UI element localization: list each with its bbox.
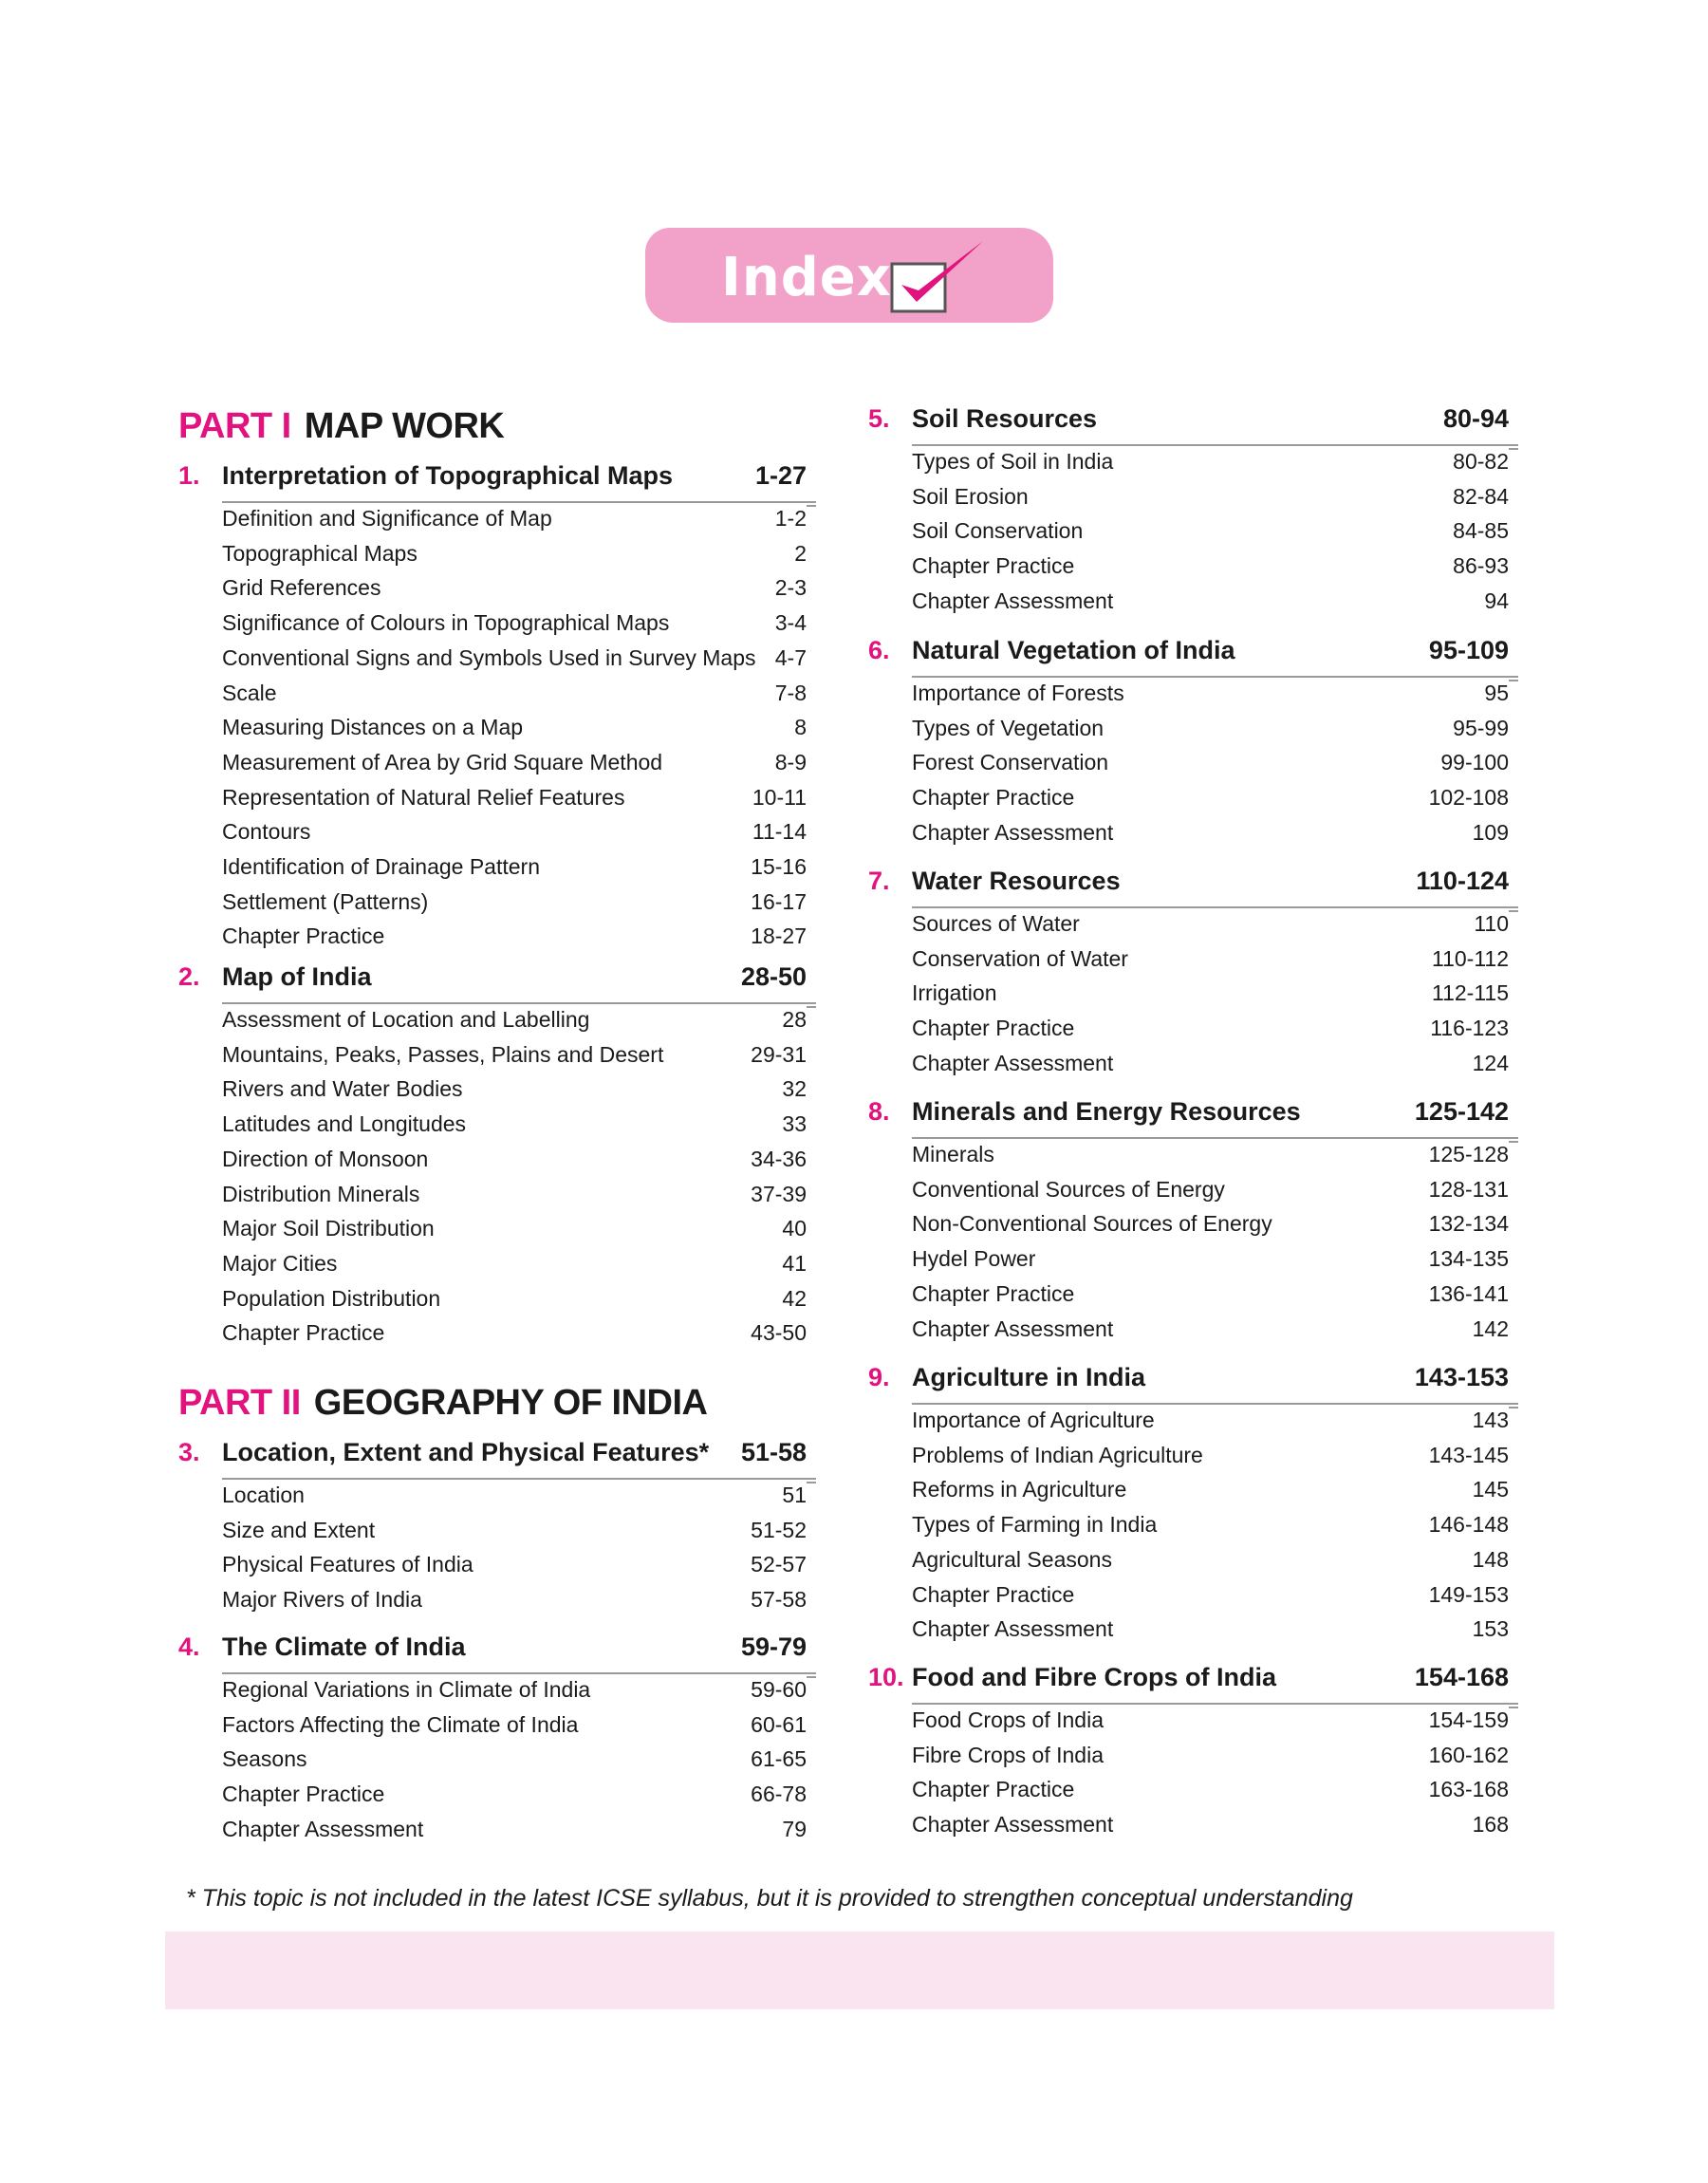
topic-name: Direction of Monsoon bbox=[222, 1146, 429, 1171]
part-name: MAP WORK bbox=[304, 406, 505, 446]
chapter-heading bbox=[868, 1663, 1518, 1701]
topic-name: Population Distribution bbox=[222, 1285, 441, 1311]
chapter-pages: 125-142 bbox=[1414, 1097, 1509, 1126]
part-title bbox=[178, 1383, 707, 1424]
chapter-number: 10. bbox=[868, 1663, 904, 1691]
topic-name: Importance of Agriculture bbox=[912, 1408, 1155, 1432]
topic-pages: 37-39 bbox=[751, 1181, 807, 1206]
topic-pages: 148 bbox=[1472, 1546, 1509, 1572]
topic-pages: 2 bbox=[794, 540, 807, 566]
chapter-pages: 1-27 bbox=[754, 461, 807, 490]
topic-name: Chapter Assessment bbox=[912, 1812, 1114, 1838]
topic-pages: 41 bbox=[782, 1250, 807, 1276]
topic-row bbox=[222, 1107, 816, 1141]
chapter-heading bbox=[868, 1097, 1518, 1135]
chapter-pages: 143-153 bbox=[1414, 1363, 1509, 1391]
topic-name: Types of Vegetation bbox=[912, 715, 1105, 740]
topic-row bbox=[912, 1403, 1518, 1437]
chapter-pages: 59-79 bbox=[740, 1633, 807, 1661]
topic-pages: 102-108 bbox=[1428, 785, 1509, 811]
topic-row bbox=[222, 1177, 816, 1211]
topic-row bbox=[222, 1281, 816, 1315]
topic-pages: 142 bbox=[1472, 1315, 1509, 1341]
topic-row bbox=[222, 1315, 816, 1350]
topic-name: Mountains, Peaks, Passes, Plains and Desert bbox=[222, 1041, 664, 1067]
topic-name: Chapter Assessment bbox=[222, 1816, 424, 1841]
topic-pages: 57-58 bbox=[751, 1587, 807, 1613]
topic-name: Chapter Practice bbox=[222, 1320, 385, 1346]
topic-name: Conventional Signs and Symbols Used in Survey Maps bbox=[222, 644, 756, 670]
topic-row bbox=[222, 641, 816, 675]
topic-name: Definition and Significance of Map bbox=[222, 506, 552, 531]
topic-row bbox=[912, 1772, 1518, 1806]
topic-name: Problems of Indian Agriculture bbox=[912, 1442, 1203, 1467]
topic-name: Chapter Practice bbox=[222, 924, 385, 949]
topic-pages: 3-4 bbox=[774, 610, 807, 636]
topic-row bbox=[912, 711, 1518, 745]
topic-name: Chapter Practice bbox=[222, 1782, 385, 1807]
topic-name: Conventional Sources of Energy bbox=[912, 1176, 1225, 1202]
chapter-pages: 80-94 bbox=[1442, 404, 1509, 433]
topic-row bbox=[912, 1277, 1518, 1311]
topic-pages: 51-52 bbox=[751, 1517, 807, 1542]
chapter-heading bbox=[178, 461, 816, 499]
topic-name: Rivers and Water Bodies bbox=[222, 1076, 463, 1102]
topic-pages: 42 bbox=[782, 1285, 807, 1311]
topic-name: Physical Features of India bbox=[222, 1552, 473, 1577]
chapter-number: 7. bbox=[868, 867, 890, 895]
topic-name: Food Crops of India bbox=[912, 1707, 1105, 1732]
topic-pages: 153 bbox=[1472, 1616, 1509, 1642]
topic-name: Measuring Distances on a Map bbox=[222, 715, 524, 740]
topic-name: Types of Farming in India bbox=[912, 1512, 1158, 1538]
topic-row bbox=[222, 1547, 816, 1581]
chapter-number: 9. bbox=[868, 1363, 890, 1391]
chapter-pages: 95-109 bbox=[1428, 636, 1509, 664]
topic-row bbox=[222, 745, 816, 779]
topic-name: Soil Erosion bbox=[912, 483, 1029, 509]
topic-name: Grid References bbox=[222, 575, 381, 601]
topic-name: Major Soil Distribution bbox=[222, 1216, 435, 1241]
topic-pages: 51 bbox=[782, 1483, 807, 1507]
chapter-heading bbox=[178, 1633, 816, 1670]
topic-row bbox=[222, 1582, 816, 1616]
topic-pages: 11-14 bbox=[752, 819, 807, 845]
chapter-number: 4. bbox=[178, 1633, 200, 1661]
topic-pages: 29-31 bbox=[751, 1041, 807, 1067]
part-label: PART II bbox=[178, 1383, 301, 1423]
topic-name: Assessment of Location and Labelling bbox=[222, 1007, 590, 1032]
topic-name: Chapter Assessment bbox=[912, 588, 1114, 613]
topic-pages: 95 bbox=[1484, 681, 1509, 705]
topic-row bbox=[222, 1211, 816, 1245]
topic-row bbox=[912, 1612, 1518, 1646]
topic-row bbox=[222, 1037, 816, 1072]
topic-pages: 43-50 bbox=[751, 1320, 807, 1346]
topic-pages: 40 bbox=[782, 1216, 807, 1241]
topic-name: Settlement (Patterns) bbox=[222, 888, 429, 914]
topic-name: Major Cities bbox=[222, 1250, 338, 1276]
topic-name: Chapter Assessment bbox=[912, 819, 1114, 845]
topic-name: Hydel Power bbox=[912, 1246, 1036, 1272]
topic-pages: 134-135 bbox=[1428, 1246, 1509, 1272]
topic-name: Conservation of Water bbox=[912, 945, 1128, 971]
page-title: Index bbox=[721, 247, 892, 308]
topic-name: Chapter Practice bbox=[912, 1581, 1075, 1607]
topic-row bbox=[912, 1312, 1518, 1346]
topic-name: Regional Variations in Climate of India bbox=[222, 1677, 591, 1702]
topic-row bbox=[912, 1472, 1518, 1506]
topic-pages: 109 bbox=[1472, 819, 1509, 845]
topic-row bbox=[222, 710, 816, 744]
chapter-title: Map of India bbox=[222, 962, 372, 991]
index-badge bbox=[645, 228, 1053, 323]
chapter-number: 1. bbox=[178, 461, 200, 490]
topic-row bbox=[912, 942, 1518, 976]
chapter-title: Interpretation of Topographical Maps bbox=[222, 461, 674, 490]
topic-row bbox=[912, 444, 1518, 478]
topic-pages: 110 bbox=[1474, 911, 1509, 936]
topic-pages: 95-99 bbox=[1453, 715, 1509, 740]
topic-row bbox=[222, 1513, 816, 1547]
topic-pages: 143-145 bbox=[1428, 1442, 1509, 1467]
topic-name: Scale bbox=[222, 680, 277, 705]
topic-name: Chapter Assessment bbox=[912, 1050, 1114, 1075]
chapter-heading bbox=[178, 962, 816, 1000]
topic-row bbox=[912, 1577, 1518, 1612]
topic-name: Topographical Maps bbox=[222, 540, 418, 566]
topic-name: Contours bbox=[222, 819, 311, 845]
topic-pages: 34-36 bbox=[751, 1146, 807, 1171]
topic-row bbox=[222, 570, 816, 605]
topic-row bbox=[912, 1046, 1518, 1080]
topic-row bbox=[912, 976, 1518, 1010]
topic-name: Location bbox=[222, 1483, 305, 1507]
chapter-title: The Climate of India bbox=[222, 1633, 466, 1661]
topic-pages: 15-16 bbox=[751, 854, 807, 879]
topic-name: Distribution Minerals bbox=[222, 1181, 420, 1206]
topic-pages: 33 bbox=[782, 1111, 807, 1137]
topic-name: Importance of Forests bbox=[912, 681, 1124, 705]
topic-name: Types of Soil in India bbox=[912, 449, 1114, 474]
topic-name: Representation of Natural Relief Features bbox=[222, 784, 625, 810]
topic-row bbox=[222, 780, 816, 814]
topic-name: Non-Conventional Sources of Energy bbox=[912, 1211, 1272, 1237]
topic-pages: 94 bbox=[1484, 588, 1509, 613]
topic-name: Soil Conservation bbox=[912, 518, 1084, 544]
topic-row bbox=[912, 1738, 1518, 1772]
topic-row bbox=[912, 745, 1518, 779]
topic-pages: 4-7 bbox=[774, 644, 807, 670]
topic-row bbox=[222, 676, 816, 710]
topic-pages: 146-148 bbox=[1428, 1512, 1509, 1538]
topic-pages: 116-123 bbox=[1430, 1016, 1509, 1041]
chapter-title: Minerals and Energy Resources bbox=[912, 1097, 1301, 1126]
topic-row bbox=[912, 815, 1518, 849]
topic-pages: 128-131 bbox=[1428, 1176, 1509, 1202]
topic-name: Chapter Practice bbox=[912, 553, 1075, 579]
topic-pages: 160-162 bbox=[1428, 1742, 1509, 1767]
topic-pages: 163-168 bbox=[1428, 1777, 1509, 1802]
topic-pages: 154-159 bbox=[1428, 1707, 1509, 1732]
topic-name: Factors Affecting the Climate of India bbox=[222, 1711, 579, 1737]
topic-row bbox=[222, 536, 816, 570]
topic-name: Chapter Assessment bbox=[912, 1315, 1114, 1341]
topic-row bbox=[222, 1812, 816, 1846]
topic-name: Sources of Water bbox=[912, 911, 1080, 936]
topic-row bbox=[912, 1011, 1518, 1045]
topic-row bbox=[912, 1241, 1518, 1276]
chapter-number: 8. bbox=[868, 1097, 890, 1126]
topic-row bbox=[912, 1703, 1518, 1737]
topic-name: Fibre Crops of India bbox=[912, 1742, 1104, 1767]
topic-row bbox=[222, 1246, 816, 1280]
topic-pages: 149-153 bbox=[1428, 1581, 1509, 1607]
topic-name: Chapter Practice bbox=[912, 785, 1075, 811]
topic-pages: 79 bbox=[782, 1816, 807, 1841]
topic-row bbox=[912, 549, 1518, 583]
topic-pages: 10-11 bbox=[752, 784, 807, 810]
topic-row bbox=[912, 513, 1518, 548]
topic-pages: 60-61 bbox=[751, 1711, 807, 1737]
topic-pages: 8 bbox=[794, 715, 807, 740]
topic-row bbox=[222, 885, 816, 919]
chapter-pages: 154-168 bbox=[1414, 1663, 1509, 1691]
topic-row bbox=[222, 606, 816, 640]
topic-name: Chapter Practice bbox=[912, 1777, 1075, 1802]
topic-pages: 168 bbox=[1472, 1812, 1509, 1838]
topic-row bbox=[912, 1542, 1518, 1577]
topic-name: Chapter Practice bbox=[912, 1280, 1075, 1306]
topic-name: Significance of Colours in Topographical Maps bbox=[222, 610, 670, 636]
topic-row bbox=[912, 676, 1518, 710]
chapter-heading bbox=[868, 636, 1518, 674]
topic-row bbox=[222, 1707, 816, 1742]
footer-band bbox=[165, 1931, 1554, 2009]
topic-row bbox=[912, 1206, 1518, 1241]
chapter-heading bbox=[868, 404, 1518, 442]
chapter-heading bbox=[178, 1438, 816, 1476]
topic-name: Identification of Drainage Pattern bbox=[222, 854, 540, 879]
topic-name: Major Rivers of India bbox=[222, 1587, 422, 1613]
topic-name: Seasons bbox=[222, 1746, 307, 1772]
topic-pages: 99-100 bbox=[1440, 750, 1509, 775]
chapter-number: 6. bbox=[868, 636, 890, 664]
topic-row bbox=[222, 501, 816, 535]
part-label: PART I bbox=[178, 406, 291, 446]
topic-pages: 86-93 bbox=[1453, 553, 1509, 579]
topic-pages: 84-85 bbox=[1453, 518, 1509, 544]
topic-name: Measurement of Area by Grid Square Method bbox=[222, 749, 663, 774]
topic-name: Size and Extent bbox=[222, 1517, 376, 1542]
topic-name: Agricultural Seasons bbox=[912, 1546, 1112, 1572]
chapter-number: 5. bbox=[868, 404, 890, 433]
topic-pages: 7-8 bbox=[774, 680, 807, 705]
topic-pages: 124 bbox=[1472, 1050, 1509, 1075]
chapter-number: 3. bbox=[178, 1438, 200, 1466]
chapter-title: Soil Resources bbox=[912, 404, 1098, 433]
topic-row bbox=[222, 1072, 816, 1106]
topic-row bbox=[222, 1478, 816, 1512]
chapter-heading bbox=[868, 1363, 1518, 1401]
topic-row bbox=[912, 780, 1518, 814]
topic-row bbox=[222, 814, 816, 849]
chapter-number: 2. bbox=[178, 962, 200, 991]
topic-row bbox=[222, 919, 816, 953]
topic-row bbox=[912, 906, 1518, 941]
topic-pages: 8-9 bbox=[774, 749, 807, 774]
topic-pages: 136-141 bbox=[1428, 1280, 1509, 1306]
chapter-title: Agriculture in India bbox=[912, 1363, 1146, 1391]
topic-pages: 125-128 bbox=[1428, 1142, 1509, 1166]
topic-row bbox=[222, 1142, 816, 1176]
part-title bbox=[178, 406, 504, 447]
topic-name: Latitudes and Longitudes bbox=[222, 1111, 467, 1137]
topic-name: Chapter Assessment bbox=[912, 1616, 1114, 1642]
topic-pages: 112-115 bbox=[1432, 980, 1509, 1006]
chapter-pages: 110-124 bbox=[1416, 867, 1509, 895]
topic-pages: 18-27 bbox=[751, 924, 807, 949]
part-name: GEOGRAPHY OF INDIA bbox=[313, 1383, 708, 1423]
topic-name: Irrigation bbox=[912, 980, 997, 1006]
chapter-heading bbox=[868, 867, 1518, 905]
checkmark-box-icon bbox=[884, 235, 998, 315]
topic-pages: 82-84 bbox=[1453, 483, 1509, 509]
topic-row bbox=[912, 1507, 1518, 1541]
topic-name: Reforms in Agriculture bbox=[912, 1477, 1127, 1502]
footnote: * This topic is not included in the latest ICSE syllabus, but it is provided to strengthen conceptual understanding bbox=[186, 1885, 1353, 1912]
chapter-title: Water Resources bbox=[912, 867, 1121, 895]
topic-pages: 16-17 bbox=[751, 888, 807, 914]
topic-row bbox=[222, 1002, 816, 1036]
topic-pages: 1-2 bbox=[774, 506, 807, 531]
topic-pages: 32 bbox=[782, 1076, 807, 1102]
topic-row bbox=[222, 1742, 816, 1776]
topic-pages: 61-65 bbox=[751, 1746, 807, 1772]
topic-name: Forest Conservation bbox=[912, 750, 1109, 775]
chapter-pages: 28-50 bbox=[740, 962, 807, 991]
chapter-title: Food and Fibre Crops of India bbox=[912, 1663, 1276, 1691]
topic-row bbox=[912, 1438, 1518, 1472]
topic-row bbox=[912, 479, 1518, 513]
topic-pages: 2-3 bbox=[774, 575, 807, 601]
topic-pages: 28 bbox=[782, 1007, 807, 1032]
topic-pages: 66-78 bbox=[751, 1782, 807, 1807]
topic-row bbox=[222, 1672, 816, 1707]
chapter-pages: 51-58 bbox=[740, 1438, 807, 1466]
topic-pages: 143 bbox=[1472, 1408, 1509, 1432]
topic-row bbox=[222, 1777, 816, 1811]
topic-name: Minerals bbox=[912, 1142, 994, 1166]
topic-pages: 59-60 bbox=[751, 1677, 807, 1702]
chapter-title: Location, Extent and Physical Features* bbox=[222, 1438, 710, 1466]
topic-row bbox=[912, 1137, 1518, 1171]
topic-row bbox=[912, 1807, 1518, 1841]
chapter-title: Natural Vegetation of India bbox=[912, 636, 1235, 664]
topic-pages: 52-57 bbox=[751, 1552, 807, 1577]
topic-pages: 110-112 bbox=[1432, 945, 1509, 971]
topic-pages: 80-82 bbox=[1453, 449, 1509, 474]
topic-row bbox=[222, 849, 816, 884]
topic-pages: 145 bbox=[1472, 1477, 1509, 1502]
topic-row bbox=[912, 584, 1518, 618]
topic-name: Chapter Practice bbox=[912, 1016, 1075, 1041]
topic-row bbox=[912, 1172, 1518, 1206]
topic-pages: 132-134 bbox=[1428, 1211, 1509, 1237]
